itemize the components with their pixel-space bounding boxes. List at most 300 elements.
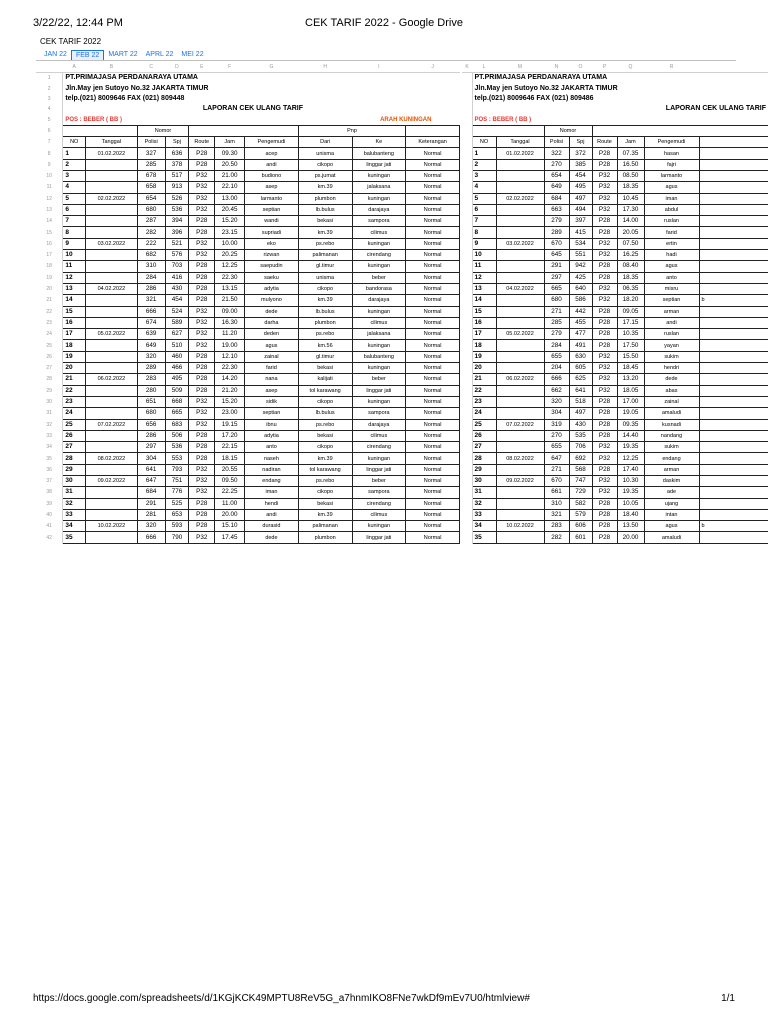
sheet-tab[interactable]: FEB 22	[71, 50, 104, 61]
table-row	[462, 498, 768, 509]
table-cell: 15.10	[215, 521, 245, 532]
table-cell: 11.00	[215, 498, 245, 509]
table-cell: kuningan	[352, 306, 406, 317]
table-cell: asep	[245, 182, 299, 193]
table-cell: septian	[644, 295, 699, 306]
table-cell: b	[699, 295, 768, 306]
table-cell	[86, 464, 138, 475]
table-cell: P32	[189, 487, 215, 498]
table-cell: 665	[544, 283, 569, 294]
table-cell: P28	[592, 464, 617, 475]
table-cell: 647	[544, 453, 569, 464]
table-cell: 649	[544, 182, 569, 193]
table-cell	[86, 340, 138, 351]
table-cell: 271	[544, 464, 569, 475]
table-row	[36, 453, 460, 464]
row-gutter	[462, 114, 472, 125]
print-title: CEK TARIF 2022 - Google Drive	[305, 17, 463, 29]
table-cell: ps.rebo	[298, 475, 352, 486]
column-letter: J	[406, 62, 460, 73]
table-cell: Normal	[406, 250, 460, 261]
table-cell: 661	[544, 487, 569, 498]
table-cell: ruslan	[644, 216, 699, 227]
row-number: 40	[36, 509, 63, 520]
table-cell: P28	[189, 216, 215, 227]
table-cell: 03.02.2022	[496, 238, 544, 249]
table-cell: bekasi	[298, 430, 352, 441]
table-cell: P32	[189, 238, 215, 249]
table-cell	[86, 261, 138, 272]
table-cell: kuningan	[352, 453, 406, 464]
row-gutter	[462, 148, 472, 159]
column-letter: F	[215, 62, 245, 73]
table-cell: 655	[544, 351, 569, 362]
table-cell: 271	[544, 306, 569, 317]
table-cell: darha	[245, 317, 299, 328]
table-cell: 21	[63, 374, 86, 385]
table-cell: 5	[472, 193, 496, 204]
table-cell: 21.00	[215, 170, 245, 181]
table-cell: 19.05	[617, 408, 644, 419]
table-cell: eko	[245, 238, 299, 249]
table-cell: 8	[472, 227, 496, 238]
table-row	[462, 261, 768, 272]
row-gutter	[462, 374, 472, 385]
row-number: 38	[36, 487, 63, 498]
table-cell: 680	[544, 295, 569, 306]
table-cell: 641	[137, 464, 165, 475]
table-cell: 13.20	[617, 374, 644, 385]
table-cell	[86, 204, 138, 215]
table-row	[36, 396, 460, 407]
table-cell: endang	[644, 453, 699, 464]
table-row	[36, 283, 460, 294]
column-letter	[36, 62, 63, 73]
table-cell: P32	[592, 453, 617, 464]
table-cell: Normal	[406, 464, 460, 475]
table-cell: 283	[544, 521, 569, 532]
table-cell: ps.rebo	[298, 238, 352, 249]
table-cell: P28	[189, 261, 215, 272]
table-cell: 09.30	[215, 148, 245, 159]
column-header-no: NO	[472, 137, 496, 148]
table-cell	[699, 170, 768, 181]
table-row	[462, 306, 768, 317]
table-cell: 430	[165, 283, 189, 294]
table-cell	[86, 306, 138, 317]
table-cell: P28	[189, 227, 215, 238]
column-letter: D	[165, 62, 189, 73]
table-cell: 8	[63, 227, 86, 238]
table-cell	[699, 238, 768, 249]
row-gutter	[462, 419, 472, 430]
table-cell: Normal	[406, 159, 460, 170]
table-cell: 291	[137, 498, 165, 509]
table-cell: dede	[644, 374, 699, 385]
table-cell: P32	[592, 385, 617, 396]
table-cell: Normal	[406, 374, 460, 385]
row-number: 3	[36, 94, 63, 104]
table-cell: zainal	[644, 396, 699, 407]
table-cell: 12.25	[215, 261, 245, 272]
table-cell: P32	[592, 182, 617, 193]
table-cell: P28	[592, 419, 617, 430]
table-row	[462, 317, 768, 328]
table-cell: 589	[165, 317, 189, 328]
table-cell: Normal	[406, 351, 460, 362]
table-cell: 310	[137, 261, 165, 272]
table-cell: 19.35	[617, 487, 644, 498]
table-cell: 525	[165, 498, 189, 509]
left-sheet-table	[36, 62, 460, 544]
row-number: 28	[36, 374, 63, 385]
row-gutter	[462, 408, 472, 419]
table-cell: 15.50	[617, 351, 644, 362]
table-cell: P28	[592, 329, 617, 340]
report-title: LAPORAN CEK ULANG TARIF	[202, 105, 304, 113]
table-cell: 09.05	[617, 306, 644, 317]
row-gutter	[462, 73, 472, 84]
row-number: 37	[36, 475, 63, 486]
table-cell: P32	[189, 396, 215, 407]
table-cell: andi	[245, 509, 299, 520]
table-cell: 279	[544, 329, 569, 340]
table-cell: nana	[245, 374, 299, 385]
row-number: 17	[36, 250, 63, 261]
table-cell: 442	[569, 306, 592, 317]
table-cell: 534	[569, 238, 592, 249]
table-cell: 430	[569, 419, 592, 430]
table-cell: 13.00	[215, 193, 245, 204]
table-cell: 639	[137, 329, 165, 340]
table-row	[462, 521, 768, 532]
row-number: 36	[36, 464, 63, 475]
table-cell: misru	[644, 283, 699, 294]
table-cell: b	[699, 521, 768, 532]
table-cell: 17.45	[215, 532, 245, 543]
table-cell: larmanto	[644, 170, 699, 181]
table-cell: 776	[165, 487, 189, 498]
row-gutter	[462, 283, 472, 294]
table-cell: septian	[245, 204, 299, 215]
column-letter: G	[245, 62, 299, 73]
table-cell: 284	[137, 272, 165, 283]
table-cell: 20.00	[617, 532, 644, 543]
table-cell	[496, 159, 544, 170]
pos-label: POS : BEBER ( BB )	[65, 116, 123, 123]
table-cell: 23	[63, 396, 86, 407]
table-cell: 08.50	[617, 170, 644, 181]
table-cell: mulyono	[245, 295, 299, 306]
table-cell: P28	[189, 453, 215, 464]
table-cell	[699, 216, 768, 227]
table-cell: 394	[165, 216, 189, 227]
table-cell	[496, 385, 544, 396]
table-cell	[699, 464, 768, 475]
table-cell: 320	[544, 396, 569, 407]
column-header-tanggal: Tanggal	[496, 137, 544, 148]
table-row	[36, 419, 460, 430]
table-cell: 321	[137, 295, 165, 306]
table-cell	[699, 148, 768, 159]
table-cell: P28	[592, 159, 617, 170]
table-cell: 06.02.2022	[496, 374, 544, 385]
table-cell: 22.30	[215, 272, 245, 283]
table-cell: 35	[472, 532, 496, 543]
company-info: PT.PRIMAJASA PERDANARAYA UTAMA	[65, 74, 198, 82]
row-gutter	[462, 261, 472, 272]
table-cell: 287	[137, 216, 165, 227]
table-cell: Normal	[406, 170, 460, 181]
table-cell: 495	[569, 182, 592, 193]
table-cell: 09.02.2022	[496, 475, 544, 486]
sheet-tab[interactable]: JAN 22	[44, 51, 67, 58]
table-cell: larmanto	[245, 193, 299, 204]
table-cell: 4	[472, 182, 496, 193]
table-cell: 286	[137, 283, 165, 294]
table-cell: 21.20	[215, 385, 245, 396]
table-cell	[496, 396, 544, 407]
table-cell	[496, 182, 544, 193]
table-cell	[699, 509, 768, 520]
table-cell: 1	[63, 148, 86, 159]
row-gutter	[462, 385, 472, 396]
table-cell: 19	[63, 351, 86, 362]
table-cell	[699, 272, 768, 283]
table-cell: sampora	[352, 487, 406, 498]
table-cell: 30	[472, 475, 496, 486]
table-cell: 14	[63, 295, 86, 306]
table-cell: 24	[63, 408, 86, 419]
table-cell: P32	[592, 295, 617, 306]
table-cell	[699, 453, 768, 464]
table-cell: agus	[644, 182, 699, 193]
table-cell: palimanan	[298, 521, 352, 532]
table-cell: 670	[544, 238, 569, 249]
row-gutter	[462, 227, 472, 238]
table-cell: P32	[592, 250, 617, 261]
table-cell: 517	[165, 170, 189, 181]
column-letter: E	[189, 62, 215, 73]
table-cell: kuningan	[352, 363, 406, 374]
table-cell: Normal	[406, 261, 460, 272]
table-cell	[699, 250, 768, 261]
table-cell: 666	[137, 306, 165, 317]
row-gutter	[462, 464, 472, 475]
sheet-tab[interactable]: MART 22	[108, 51, 138, 58]
table-cell: 10.05	[617, 498, 644, 509]
sheet-tab[interactable]: APRL 22	[145, 51, 174, 58]
table-cell	[86, 408, 138, 419]
table-cell	[496, 532, 544, 543]
row-gutter	[462, 272, 472, 283]
table-cell: 21	[472, 374, 496, 385]
table-cell: 385	[569, 159, 592, 170]
table-cell: 327	[137, 148, 165, 159]
table-cell: 15.20	[215, 216, 245, 227]
table-cell: cirendang	[352, 498, 406, 509]
row-gutter	[462, 170, 472, 181]
table-cell	[699, 532, 768, 543]
table-cell: andi	[245, 159, 299, 170]
table-cell	[86, 182, 138, 193]
row-gutter	[462, 295, 472, 306]
table-row	[462, 475, 768, 486]
table-cell: hendri	[644, 363, 699, 374]
table-cell	[699, 430, 768, 441]
table-cell: 454	[165, 295, 189, 306]
table-cell: kusnadi	[644, 419, 699, 430]
table-cell: nadiran	[245, 464, 299, 475]
table-cell: 9	[472, 238, 496, 249]
table-cell	[699, 408, 768, 419]
table-cell: 19.00	[215, 340, 245, 351]
table-cell	[699, 227, 768, 238]
table-cell: 28	[63, 453, 86, 464]
table-cell: 12	[63, 272, 86, 283]
table-cell: 33	[63, 509, 86, 520]
table-cell: 283	[137, 374, 165, 385]
table-cell: 06.02.2022	[86, 374, 138, 385]
table-cell: 576	[165, 250, 189, 261]
table-cell: deden	[245, 329, 299, 340]
table-cell: saeku	[245, 272, 299, 283]
row-number: 20	[36, 283, 63, 294]
table-cell: 310	[544, 498, 569, 509]
table-cell: agus	[245, 340, 299, 351]
table-cell	[699, 385, 768, 396]
row-gutter	[462, 182, 472, 193]
right-sheet-table	[462, 62, 768, 544]
table-cell: 204	[544, 363, 569, 374]
table-cell: 18.35	[617, 272, 644, 283]
table-cell: 31	[472, 487, 496, 498]
table-cell: P32	[592, 238, 617, 249]
table-cell: Normal	[406, 238, 460, 249]
table-cell: 521	[165, 238, 189, 249]
sheet-tab[interactable]: MEI 22	[181, 51, 204, 58]
table-cell: 320	[137, 521, 165, 532]
table-cell: P32	[189, 250, 215, 261]
table-cell: P32	[592, 204, 617, 215]
table-cell	[496, 216, 544, 227]
table-cell: 5	[63, 193, 86, 204]
row-number: 32	[36, 419, 63, 430]
table-cell: km.39	[298, 182, 352, 193]
table-cell: P32	[189, 204, 215, 215]
table-cell: 526	[165, 193, 189, 204]
table-cell: 18.05	[617, 385, 644, 396]
table-cell: 02.02.2022	[86, 193, 138, 204]
table-cell: 34	[63, 521, 86, 532]
table-cell: 270	[544, 430, 569, 441]
table-row	[462, 238, 768, 249]
table-cell: 7	[472, 216, 496, 227]
table-cell: P28	[189, 442, 215, 453]
row-gutter	[462, 84, 472, 94]
table-cell: 20.25	[215, 250, 245, 261]
table-cell	[496, 250, 544, 261]
table-row	[462, 227, 768, 238]
table-cell	[699, 419, 768, 430]
table-cell: 668	[165, 396, 189, 407]
table-cell: 26	[472, 430, 496, 441]
table-row	[462, 295, 768, 306]
row-number: 41	[36, 521, 63, 532]
table-cell: Normal	[406, 295, 460, 306]
table-row	[462, 216, 768, 227]
table-cell	[699, 204, 768, 215]
table-cell: 222	[137, 238, 165, 249]
row-gutter	[462, 498, 472, 509]
table-cell	[699, 306, 768, 317]
table-cell: 20	[472, 363, 496, 374]
table-cell: P28	[189, 272, 215, 283]
table-cell: sukim	[644, 442, 699, 453]
table-row	[462, 272, 768, 283]
column-letter: B	[86, 62, 138, 73]
table-cell: 22	[472, 385, 496, 396]
row-gutter	[462, 204, 472, 215]
table-cell: P32	[592, 170, 617, 181]
table-cell: darajaya	[352, 419, 406, 430]
table-cell	[496, 170, 544, 181]
table-cell: cilimus	[352, 317, 406, 328]
table-cell: 04.02.2022	[86, 283, 138, 294]
table-cell	[496, 227, 544, 238]
table-cell: 29	[63, 464, 86, 475]
table-cell: 17	[472, 329, 496, 340]
table-cell: P32	[592, 442, 617, 453]
table-cell: 666	[544, 374, 569, 385]
table-row	[462, 419, 768, 430]
table-cell: lb.bulus	[298, 204, 352, 215]
row-gutter	[462, 453, 472, 464]
table-cell: 641	[569, 385, 592, 396]
table-cell: P28	[592, 498, 617, 509]
table-cell: palimanan	[298, 250, 352, 261]
table-row	[462, 385, 768, 396]
table-cell: 509	[165, 385, 189, 396]
table-cell: 08.40	[617, 261, 644, 272]
table-cell: P28	[592, 306, 617, 317]
table-cell: 27	[63, 442, 86, 453]
table-cell: hasan	[644, 148, 699, 159]
table-row	[462, 363, 768, 374]
table-cell	[86, 170, 138, 181]
table-cell: 21.50	[215, 295, 245, 306]
table-cell: 524	[165, 306, 189, 317]
table-row	[462, 430, 768, 441]
table-row	[462, 193, 768, 204]
table-cell: 26	[63, 430, 86, 441]
table-cell: P32	[592, 351, 617, 362]
table-cell: 16	[472, 317, 496, 328]
table-cell: sampora	[352, 216, 406, 227]
table-cell: 304	[137, 453, 165, 464]
table-cell: P28	[189, 385, 215, 396]
table-cell: P32	[592, 283, 617, 294]
table-cell: Normal	[406, 148, 460, 159]
table-row	[462, 464, 768, 475]
row-gutter	[462, 94, 472, 104]
table-cell: ade	[644, 487, 699, 498]
table-cell	[86, 385, 138, 396]
column-header-route: Route	[189, 137, 215, 148]
row-gutter	[462, 104, 472, 114]
table-row	[36, 261, 460, 272]
table-cell	[699, 374, 768, 385]
